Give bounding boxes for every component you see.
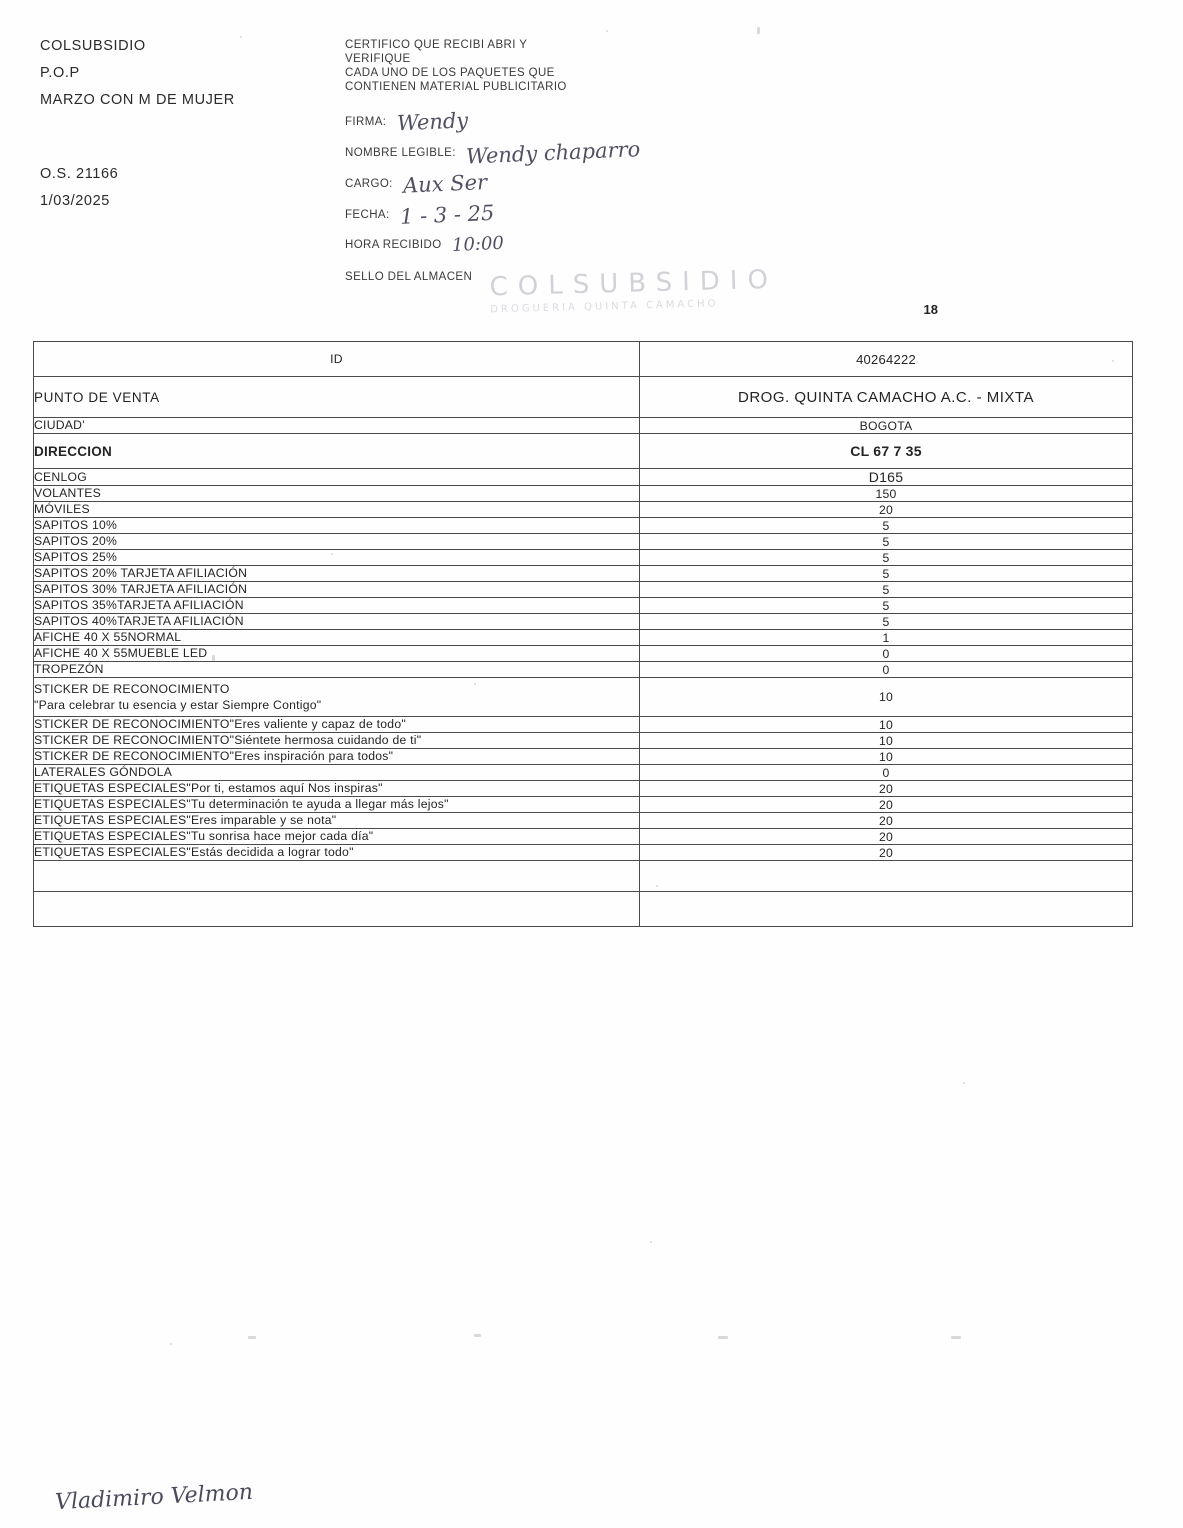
table-row (34, 518, 1133, 534)
field-fecha-value: 1 - 3 - 25 (399, 200, 495, 229)
table-cell-value: 5 (640, 582, 1133, 598)
document-header-left (40, 38, 340, 220)
table-row (34, 566, 1133, 582)
table-cell-value: DROG. QUINTA CAMACHO A.C. - MIXTA (640, 377, 1133, 418)
table-cell-value: BOGOTA (640, 418, 1133, 434)
table-row (34, 418, 1133, 434)
field-cargo (345, 172, 775, 203)
table-cell-label: STICKER DE RECONOCIMIENTO"Eres valiente y capaz de todo" (34, 717, 640, 733)
certification-block (345, 38, 775, 283)
campaign-name: MARZO CON M DE MUJER (40, 92, 235, 108)
table-cell-value: 5 (640, 518, 1133, 534)
field-hora-recibido-value: 10:00 (451, 232, 505, 256)
field-fecha (345, 200, 775, 234)
certification-line-4: CONTIENEN MATERIAL PUBLICITARIO (345, 81, 567, 93)
table-cell-label: SAPITOS 25% (34, 550, 640, 566)
table-cell-label: CIUDAD' (34, 418, 640, 434)
table-row (34, 733, 1133, 749)
table-row (34, 861, 1133, 892)
program-name: P.O.P (40, 65, 80, 81)
table-row (34, 469, 1133, 486)
order-number: O.S. 21166 (40, 166, 119, 182)
table-cell-label: AFICHE 40 X 55MUEBLE LED (34, 646, 640, 662)
table-cell-label: ETIQUETAS ESPECIALES"Tu sonrisa hace mejor cada día" (34, 829, 640, 845)
table-cell-label: ETIQUETAS ESPECIALES"Eres imparable y se nota" (34, 813, 640, 829)
table-row (34, 797, 1133, 813)
table-row (34, 845, 1133, 861)
table-cell-label: SAPITOS 30% TARJETA AFILIACIÓN (34, 582, 640, 598)
table-row (34, 534, 1133, 550)
certification-line-1: CERTIFICO QUE RECIBI ABRI Y (345, 39, 528, 51)
table-row (34, 765, 1133, 781)
table-cell-label: ETIQUETAS ESPECIALES"Estás decidida a lograr todo" (34, 845, 640, 861)
table-cell-label: STICKER DE RECONOCIMIENTO "Para celebrar tu esencia y estar Siempre Contigo" (34, 678, 640, 717)
table-cell-value: 1 (640, 630, 1133, 646)
table-cell-value: 10 (640, 733, 1133, 749)
table-row (34, 646, 1133, 662)
table-cell-label: STICKER DE RECONOCIMIENTO"Eres inspiración para todos" (34, 749, 640, 765)
order-date: 1/03/2025 (40, 193, 110, 209)
table-row (34, 550, 1133, 566)
page-number: 18 (923, 302, 938, 317)
field-nombre-legible (345, 137, 775, 172)
table-cell-label (34, 861, 640, 892)
table-cell-label: SAPITOS 20% (34, 534, 640, 550)
table-cell-label (34, 892, 640, 927)
table-cell-value: 40264222 (640, 342, 1133, 377)
table-cell-value: 0 (640, 765, 1133, 781)
table-cell-value: 5 (640, 566, 1133, 582)
table-cell-value: 5 (640, 550, 1133, 566)
table-cell-label: SAPITOS 40%TARJETA AFILIACIÓN (34, 614, 640, 630)
table-row (34, 678, 1133, 717)
field-firma (345, 110, 775, 141)
table-cell-label: MÓVILES (34, 502, 640, 518)
table-cell-label: ID (34, 342, 640, 377)
table-row (34, 342, 1133, 377)
table-row (34, 582, 1133, 598)
table-cell-label: SAPITOS 20% TARJETA AFILIACIÓN (34, 566, 640, 582)
table-cell-label: PUNTO DE VENTA (34, 377, 640, 418)
certification-line-3: CADA UNO DE LOS PAQUETES QUE (345, 67, 555, 79)
table-cell-value: 20 (640, 781, 1133, 797)
table-cell-label: ETIQUETAS ESPECIALES"Tu determinación te ayuda a llegar más lejos" (34, 797, 640, 813)
field-cargo-label: CARGO: (345, 178, 393, 190)
materials-table (33, 341, 1133, 927)
table-row (34, 486, 1133, 502)
field-nombre-legible-label: NOMBRE LEGIBLE: (345, 147, 456, 159)
field-cargo-value: Aux Ser (402, 170, 488, 198)
certification-line-2: VERIFIQUE (345, 53, 411, 65)
table-cell-value: 0 (640, 646, 1133, 662)
table-cell-value: 20 (640, 845, 1133, 861)
sello-almacen-label: SELLO DEL ALMACEN (345, 271, 473, 283)
footer-signature: Vladimiro Velmon (54, 1479, 254, 1516)
materials-table-container (33, 341, 1133, 927)
field-firma-value: Wendy (396, 108, 469, 136)
warehouse-stamp-subtext: DROGUERIA QUINTA CAMACHO (490, 298, 719, 316)
table-row (34, 892, 1133, 927)
table-cell-label: STICKER DE RECONOCIMIENTO"Siéntete hermosa cuidando de ti" (34, 733, 640, 749)
field-fecha-label: FECHA: (345, 209, 390, 221)
table-cell-value: 0 (640, 662, 1133, 678)
table-row (34, 502, 1133, 518)
table-row (34, 781, 1133, 797)
table-row (34, 434, 1133, 469)
company-name: COLSUBSIDIO (40, 38, 146, 54)
table-cell-value: 20 (640, 502, 1133, 518)
table-cell-label: VOLANTES (34, 486, 640, 502)
table-row (34, 377, 1133, 418)
table-cell-value: 20 (640, 813, 1133, 829)
table-cell-value (640, 861, 1133, 892)
table-cell-label: SAPITOS 35%TARJETA AFILIACIÓN (34, 598, 640, 614)
table-cell-value: 10 (640, 717, 1133, 733)
table-cell-label: SAPITOS 10% (34, 518, 640, 534)
table-cell-value (640, 892, 1133, 927)
table-cell-value: 20 (640, 829, 1133, 845)
table-cell-value: CL 67 7 35 (640, 434, 1133, 469)
field-nombre-legible-value: Wendy chaparro (465, 137, 642, 169)
table-row (34, 813, 1133, 829)
table-row (34, 717, 1133, 733)
table-row (34, 598, 1133, 614)
table-row (34, 829, 1133, 845)
table-cell-label: CENLOG (34, 469, 640, 486)
table-cell-label: AFICHE 40 X 55NORMAL (34, 630, 640, 646)
table-cell-label: ETIQUETAS ESPECIALES"Por ti, estamos aquí Nos inspiras" (34, 781, 640, 797)
table-cell-value: 5 (640, 534, 1133, 550)
table-cell-value: D165 (640, 469, 1133, 486)
table-cell-value: 150 (640, 486, 1133, 502)
table-row (34, 749, 1133, 765)
table-cell-value: 5 (640, 598, 1133, 614)
warehouse-stamp (489, 264, 820, 331)
field-hora-recibido (345, 234, 775, 265)
field-firma-label: FIRMA: (345, 116, 387, 128)
table-row (34, 662, 1133, 678)
table-cell-value: 10 (640, 749, 1133, 765)
table-cell-label: LATERALES GÓNDOLA (34, 765, 640, 781)
table-row (34, 614, 1133, 630)
certification-fields (345, 110, 775, 265)
field-hora-recibido-label: HORA RECIBIDO (345, 238, 442, 251)
materials-table-body (34, 342, 1133, 927)
table-cell-label: DIRECCION (34, 434, 640, 469)
warehouse-stamp-text: COLSUBSIDIO (489, 264, 779, 303)
table-cell-value: 20 (640, 797, 1133, 813)
table-cell-label: TROPEZÓN (34, 662, 640, 678)
table-cell-value: 5 (640, 614, 1133, 630)
table-cell-value: 10 (640, 678, 1133, 717)
table-row (34, 630, 1133, 646)
